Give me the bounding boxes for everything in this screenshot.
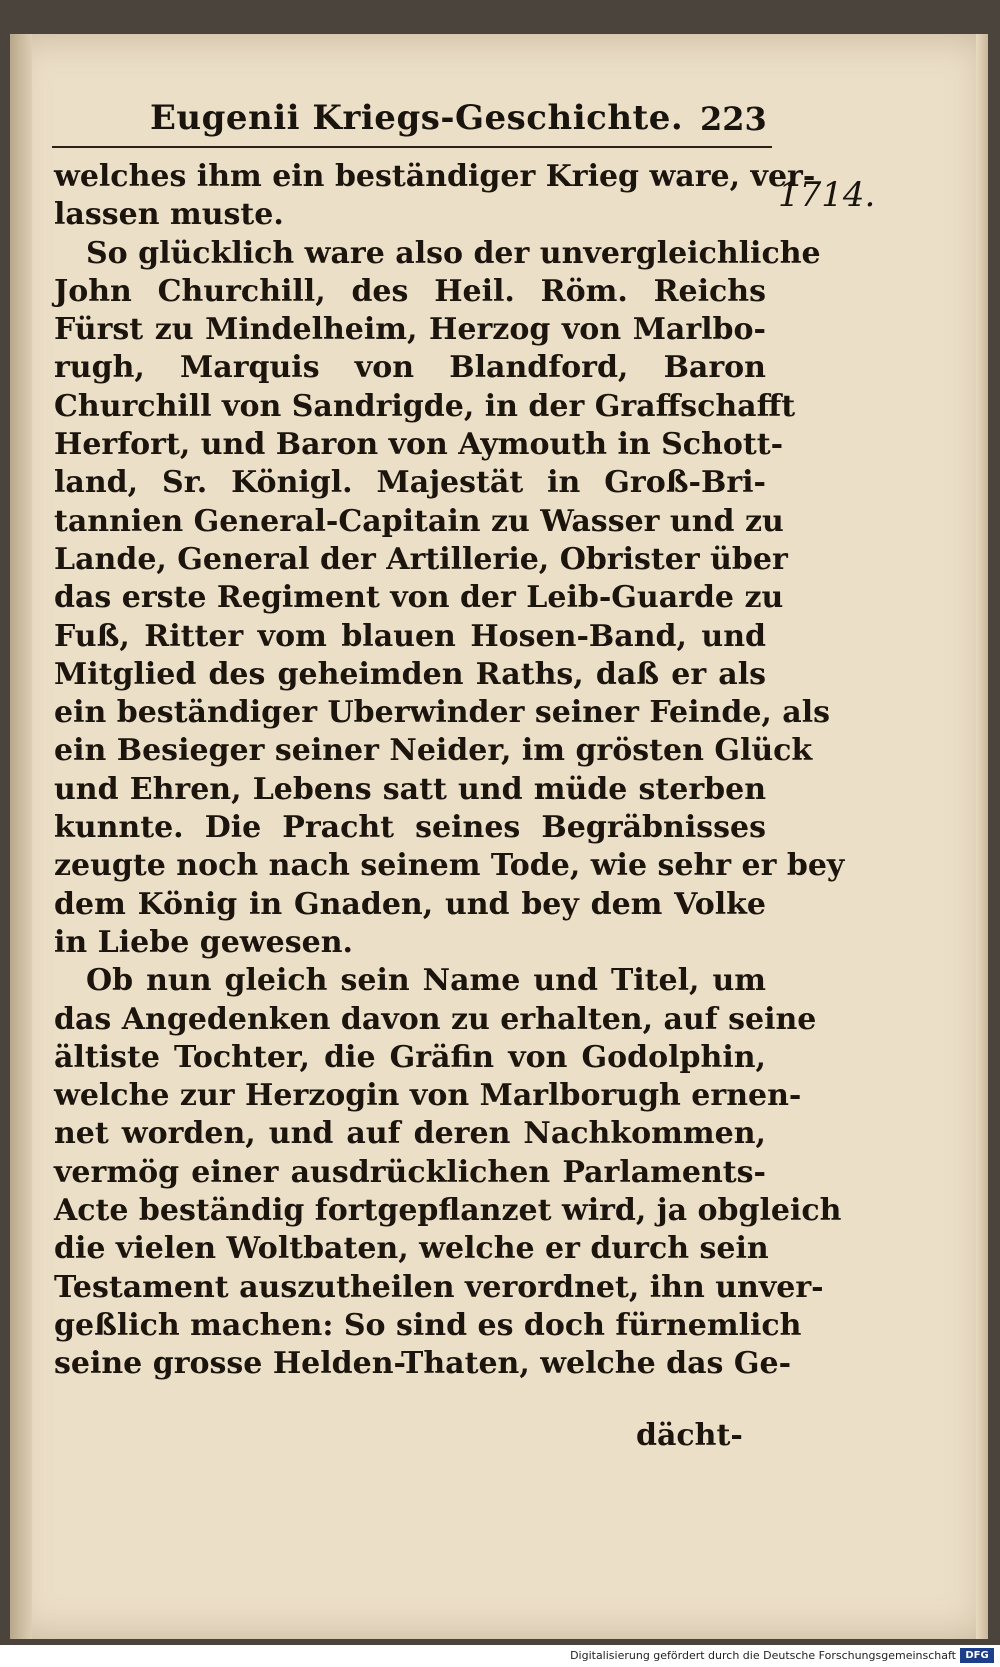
text-line: net worden, und auf deren Nachkommen,: [54, 1116, 766, 1152]
text-line: land, Sr. Königl. Majestät in Groß-Bri-: [54, 465, 766, 501]
text-line: Fuß, Ritter vom blauen Hosen-Band, und: [54, 618, 766, 654]
margin-year-note: 1714.: [778, 175, 876, 215]
text-line: und Ehren, Lebens satt und müde sterben: [54, 771, 766, 807]
text-line: Herfort, und Baron von Aymouth in Schott-: [54, 427, 784, 463]
page-edge: [976, 34, 988, 1639]
text-line: geßlich machen: So sind es doch fürnemlich: [54, 1307, 802, 1343]
running-header-title: Eugenii Kriegs-Geschichte.: [150, 98, 684, 138]
text-line: ein beständiger Uberwinder seiner Feinde, als: [54, 695, 831, 731]
dfg-logo: DFG: [960, 1648, 994, 1663]
catchword: dächt-: [636, 1418, 743, 1453]
text-line: lassen muste.: [54, 197, 284, 233]
text-line: ein Besieger seiner Neider, im grösten Glück: [54, 733, 813, 769]
text-line: tannien General-Capitain zu Wasser und zu: [54, 503, 784, 539]
text-line: Fürst zu Mindelheim, Herzog von Marlbo-: [54, 312, 766, 348]
page-number: 223: [700, 100, 767, 138]
text-line: Mitglied des geheimden Raths, daß er als: [54, 656, 766, 692]
text-line: So glücklich ware also der unvergleichliche: [86, 235, 821, 271]
header-rule: [52, 146, 772, 148]
text-line: welche zur Herzogin von Marlborugh ernen-: [54, 1078, 802, 1114]
text-line: das Angedenken davon zu erhalten, auf seine: [54, 1001, 817, 1037]
text-line: welches ihm ein beständiger Krieg ware, ver-: [54, 159, 816, 194]
text-line: vermög einer ausdrücklichen Parlaments-: [54, 1154, 766, 1190]
page-gutter: [10, 34, 32, 1639]
text-line: das erste Regiment von der Leib-Guarde zu: [54, 580, 784, 616]
text-line: Acte beständig fortgepflanzet wird, ja obgleich: [54, 1193, 842, 1229]
text-line: zeugte noch nach seinem Tode, wie sehr er bey: [54, 848, 845, 884]
text-line: John Churchill, des Heil. Röm. Reichs: [54, 273, 766, 309]
text-line: kunnte. Die Pracht seines Begräbnisses: [54, 810, 766, 846]
text-line: rugh, Marquis von Blandford, Baron: [54, 350, 766, 386]
text-line: die vielen Woltbaten, welche er durch sein: [54, 1231, 769, 1267]
text-line: Ob nun gleich sein Name und Titel, um: [86, 963, 766, 999]
text-line: ältiste Tochter, die Gräfin von Godolphin,: [54, 1039, 766, 1075]
text-line: Testament auszutheilen verordnet, ihn unver-: [54, 1269, 824, 1305]
digitization-credit: Digitalisierung gefördert durch die Deutsche Forschungsgemeinschaft: [570, 1649, 956, 1662]
text-line: dem König in Gnaden, und bey dem Volke: [54, 886, 766, 922]
text-line: seine grosse Helden-Thaten, welche das Ge-: [54, 1346, 792, 1382]
text-line: in Liebe gewesen.: [54, 924, 353, 960]
text-line: Lande, General der Artillerie, Obrister über: [54, 541, 788, 577]
text-line: Churchill von Sandrigde, in der Graffschafft: [54, 388, 796, 424]
